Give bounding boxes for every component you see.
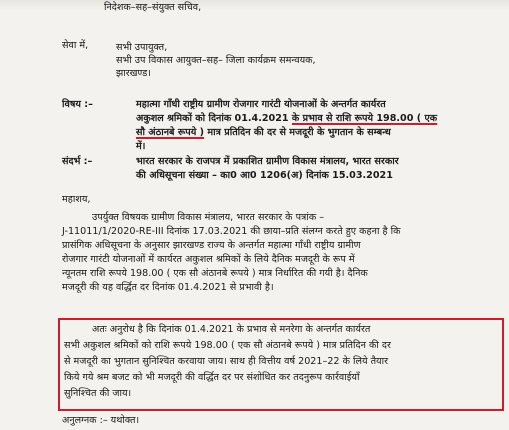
para2-line-1: अतः अनुरोध है कि दिनांक 01.4.2021 के प्रभाव से मनरेगा के अन्तर्गत कार्यरत (92, 324, 371, 335)
para1-line-1: उपर्युक्त विषयक ग्रामीण विकास मंत्रालय, भारत सरकार के पत्रांक – (92, 212, 325, 223)
seva-me-label: सेवा में, (62, 40, 89, 51)
reference-line-1: भारत सरकार के राजपत्र में प्रकाशित ग्रामीण विकास मंत्रालय, भारत सरकार (136, 156, 399, 167)
subject-line-1: महात्मा गाँधी राष्ट्रीय ग्रामीण रोजगार गारंटी योजनाओं के अन्तर्गत कार्यरत (136, 99, 386, 110)
enclosure-line: अनुलग्नक :– यथोक्त। (62, 415, 140, 426)
para2-line-2: सभी अकुशल श्रमिकों को राशि रूपये 198.00 ( एक सौ अंठानबे रूपये ) मात्र प्रतिदिन की दर (64, 340, 391, 351)
para1-line-6: मजदूरी की यह वर्द्धित दर दिनांक 01.4.2021 से प्रभावी है। (62, 282, 274, 293)
reference-label: संदर्भ :– (62, 156, 93, 167)
recipient-line-3: झारखण्ड। (116, 68, 151, 79)
designation-line: निदेशक–सह–संयुक्त सचिव, (104, 2, 202, 13)
subject-label: विषय :– (62, 99, 93, 110)
para1-line-4: रोजगार गारंटी योजनाओं में कार्यरत अकुशल श्रमिकों के लिये दैनिक मजदूरी के रूप में (62, 254, 355, 265)
subject-line-3-part-b: मात्र प्रतिदिन की दर से मजदूरी के भुगतान के सम्बन्ध (204, 127, 391, 138)
para2-line-5: सुनिश्चित की जाय। (64, 388, 132, 399)
salutation: महाशय, (62, 194, 91, 205)
subject-line-3 (136, 127, 391, 139)
subject-highlight-words: सौ अंठानबे रूपये ) (136, 127, 205, 138)
subject-line-2-part-a: अकुशल श्रमिकों को दिनांक 01.4.2021 (136, 113, 292, 124)
subject-highlight-amount: के प्रभाव से राशि रूपये 198.00 ( एक (291, 113, 438, 124)
reference-line-2: की अधिसूचना संख्या – का0 आ0 1206(अ) दिनांक 15.03.2021 (136, 170, 393, 181)
subject-line-2 (136, 113, 437, 125)
para1-line-2: J-11011/1/2020-RE-III दिनांक 17.03.2021 की छाया–प्रति संलग्न करते हुए कहना है कि (62, 226, 401, 237)
para2-line-4: किये गये श्रम बजट को भी मजदूरी की वर्द्धित दर पर संशोधित कर तदनुरूप कार्रवाईयाँ (64, 372, 360, 383)
para1-line-3: प्रासंगिक अधिसूचना के अनुसार झारखण्ड राज्य के अन्तर्गत महात्मा गाँधी राष्ट्रीय ग्रामीण (62, 240, 361, 251)
recipient-line-2: सभी उप विकास आयुक्त–सह– जिला कार्यक्रम समन्वयक, (116, 55, 316, 66)
page-edge-shadow (0, 0, 509, 10)
para2-line-3: से मजदूरी का भुगतान सुनिश्चित करवाया जाय। साथ ही वित्तीय वर्ष 2021–22 के लिये तैयार (64, 356, 389, 367)
recipient-line-1: सभी उपायुक्त, (116, 42, 168, 53)
subject-line-4: में। (136, 141, 146, 152)
para1-line-5: न्यूनतम राशि रूपये 198.00 ( एक सौ अंठानबे रूपये ) मात्र निर्धारित की गयी है। दैनिक (62, 268, 368, 279)
